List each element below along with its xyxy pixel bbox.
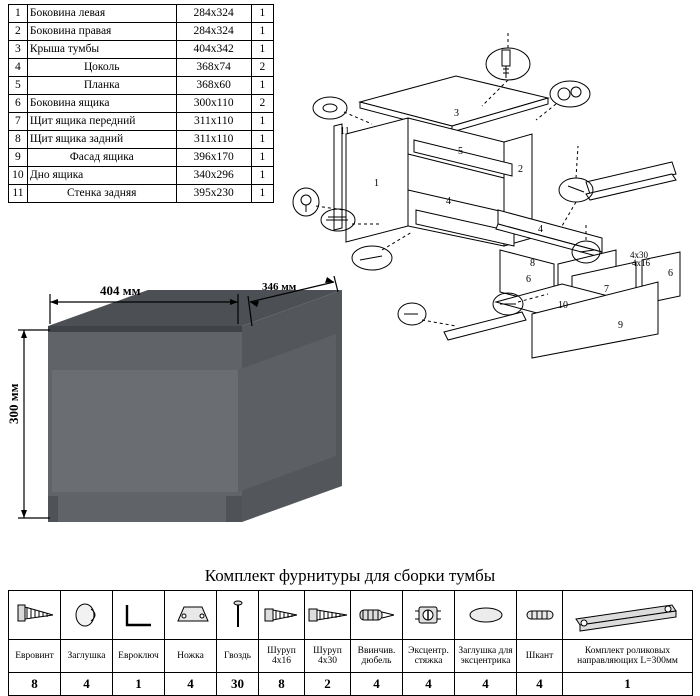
- hardware-icon-cell: [517, 591, 563, 640]
- cam-cap-icon: [459, 595, 513, 635]
- part-size: 404х342: [176, 41, 251, 59]
- hardware-name: Ножка: [165, 640, 217, 673]
- hardware-icon-cell: [165, 591, 217, 640]
- part-size: 300х110: [176, 95, 251, 113]
- part-name: Дно ящика: [27, 167, 176, 185]
- nail-icon: [223, 595, 253, 635]
- part-name: Планка: [27, 77, 176, 95]
- part-number: 5: [9, 77, 28, 95]
- part-number: 1: [9, 5, 28, 23]
- hardware-name: Шуруп 4х30: [305, 640, 351, 673]
- drawer-front: [52, 370, 238, 492]
- part-size: 368х74: [176, 59, 251, 77]
- dowel-icon: [519, 595, 561, 635]
- part-number: 11: [9, 185, 28, 203]
- part-number: 3: [9, 41, 28, 59]
- part-number: 7: [9, 113, 28, 131]
- table-row: [9, 149, 274, 167]
- table-row: [9, 41, 274, 59]
- hardware-name: Эксцентр. стяжка: [403, 640, 455, 673]
- hardware-names-row: [9, 640, 693, 673]
- part-qty: 1: [251, 23, 273, 41]
- top-edge: [48, 326, 242, 332]
- parts-table: [8, 4, 274, 203]
- table-row: [9, 77, 274, 95]
- exploded-label-6b: 6: [668, 268, 673, 279]
- part-qty: 1: [251, 167, 273, 185]
- hardware-icon-cell: [305, 591, 351, 640]
- part-size: 311х110: [176, 131, 251, 149]
- exploded-label-6: 6: [526, 274, 531, 285]
- part-number: 2: [9, 23, 28, 41]
- table-row: [9, 95, 274, 113]
- hardware-qty: 4: [517, 673, 563, 696]
- euro-screw-icon: [13, 595, 57, 635]
- part-size: 396х170: [176, 149, 251, 167]
- exploded-label-9: 9: [618, 320, 623, 331]
- exploded-label-7: 7: [604, 284, 609, 295]
- exploded-label-2: 2: [518, 164, 523, 175]
- screw-4x30-icon: [307, 595, 349, 635]
- exploded-label-8: 8: [530, 258, 535, 269]
- part-size: 395х230: [176, 185, 251, 203]
- hardware-qty: 8: [259, 673, 305, 696]
- hardware-name: Комплект роликовых направляющих L=300мм: [563, 640, 693, 673]
- screw-4x16-icon: [261, 595, 303, 635]
- foot-icon: [168, 595, 214, 635]
- hardware-name: Евровинт: [9, 640, 61, 673]
- hardware-icon-cell: [563, 591, 693, 640]
- hardware-name: Евроключ: [113, 640, 165, 673]
- hardware-qty: 4: [455, 673, 517, 696]
- part-name: Цоколь: [27, 59, 176, 77]
- table-row: [9, 131, 274, 149]
- part-qty: 1: [251, 185, 273, 203]
- hardware-name: Заглушка: [61, 640, 113, 673]
- product-render-with-dimensions: [4, 268, 384, 558]
- table-row: [9, 59, 274, 77]
- part-qty: 1: [251, 131, 273, 149]
- width-label: 404 мм: [100, 283, 141, 298]
- parts-table-body: [9, 5, 274, 203]
- part-size: 311х110: [176, 113, 251, 131]
- exploded-label-4b: 4: [538, 224, 543, 235]
- part-qty: 1: [251, 5, 273, 23]
- hardware-name: Заглушка для эксцентрика: [455, 640, 517, 673]
- table-row: [9, 167, 274, 185]
- part-name: Стенка задняя: [27, 185, 176, 203]
- exploded-mark-4x30: 4х30: [630, 250, 648, 260]
- hardware-icon-cell: [455, 591, 517, 640]
- part-number: 4: [9, 59, 28, 77]
- part-name: Крыша тумбы: [27, 41, 176, 59]
- hardware-icons-row: [9, 591, 693, 640]
- table-row: [9, 185, 274, 203]
- hardware-qty: 1: [113, 673, 165, 696]
- hardware-name: Шкант: [517, 640, 563, 673]
- exploded-label-3: 3: [454, 108, 459, 119]
- hardware-qty: 1: [563, 673, 693, 696]
- part-name: Боковина правая: [27, 23, 176, 41]
- plinth-right: [226, 496, 242, 522]
- hardware-qty: 8: [9, 673, 61, 696]
- part-qty: 1: [251, 113, 273, 131]
- exploded-label-5: 5: [458, 146, 463, 157]
- render-svg: [4, 268, 384, 558]
- exploded-label-1: 1: [374, 178, 379, 189]
- hardware-qty: 30: [217, 673, 259, 696]
- part-number: 6: [9, 95, 28, 113]
- part-qty: 2: [251, 59, 273, 77]
- hardware-table: [8, 590, 693, 696]
- part-qty: 1: [251, 77, 273, 95]
- part-qty: 1: [251, 41, 273, 59]
- part-number: 10: [9, 167, 28, 185]
- part-number: 9: [9, 149, 28, 167]
- hardware-icon-cell: [113, 591, 165, 640]
- hardware-icon-cell: [403, 591, 455, 640]
- hardware-icon-cell: [351, 591, 403, 640]
- table-row: [9, 23, 274, 41]
- part-size: 284х324: [176, 23, 251, 41]
- part-name: Боковина ящика: [27, 95, 176, 113]
- cam-lock-icon: [409, 595, 449, 635]
- hardware-qty: 4: [351, 673, 403, 696]
- table-row: [9, 113, 274, 131]
- part-qty: 1: [251, 149, 273, 167]
- part-name: Боковина левая: [27, 5, 176, 23]
- hardware-qty: 4: [61, 673, 113, 696]
- depth-label: 346 мм: [262, 281, 297, 293]
- euro-key-icon: [117, 595, 161, 635]
- dowel-screw-icon: [354, 595, 400, 635]
- hardware-icon-cell: [217, 591, 259, 640]
- part-name: Щит ящика передний: [27, 113, 176, 131]
- hardware-qty-row: [9, 673, 693, 696]
- part-size: 284х324: [176, 5, 251, 23]
- part-name: Фасад ящика: [27, 149, 176, 167]
- hardware-qty: 4: [165, 673, 217, 696]
- hardware-name: Ввинчив. дюбель: [351, 640, 403, 673]
- exploded-mark-4x16: 4х16: [632, 258, 650, 268]
- hardware-qty: 4: [403, 673, 455, 696]
- hardware-qty: 2: [305, 673, 351, 696]
- hardware-name: Шуруп 4х16: [259, 640, 305, 673]
- hardware-icon-cell: [259, 591, 305, 640]
- hardware-section-title: Комплект фурнитуры для сборки тумбы: [204, 566, 496, 585]
- hardware-icon-cell: [9, 591, 61, 640]
- height-label: 300 мм: [6, 383, 21, 424]
- table-row: [9, 5, 274, 23]
- part-qty: 2: [251, 95, 273, 113]
- hardware-icon-cell: [61, 591, 113, 640]
- cap-icon: [67, 595, 107, 635]
- part-name: Щит ящика задний: [27, 131, 176, 149]
- exploded-label-11: 11: [340, 126, 350, 137]
- exploded-label-4: 4: [446, 196, 451, 207]
- drawer-slide-icon: [568, 595, 688, 635]
- part-size: 368х60: [176, 77, 251, 95]
- part-number: 8: [9, 131, 28, 149]
- exploded-label-10: 10: [558, 300, 568, 311]
- hardware-name: Гвоздь: [217, 640, 259, 673]
- part-size: 340х296: [176, 167, 251, 185]
